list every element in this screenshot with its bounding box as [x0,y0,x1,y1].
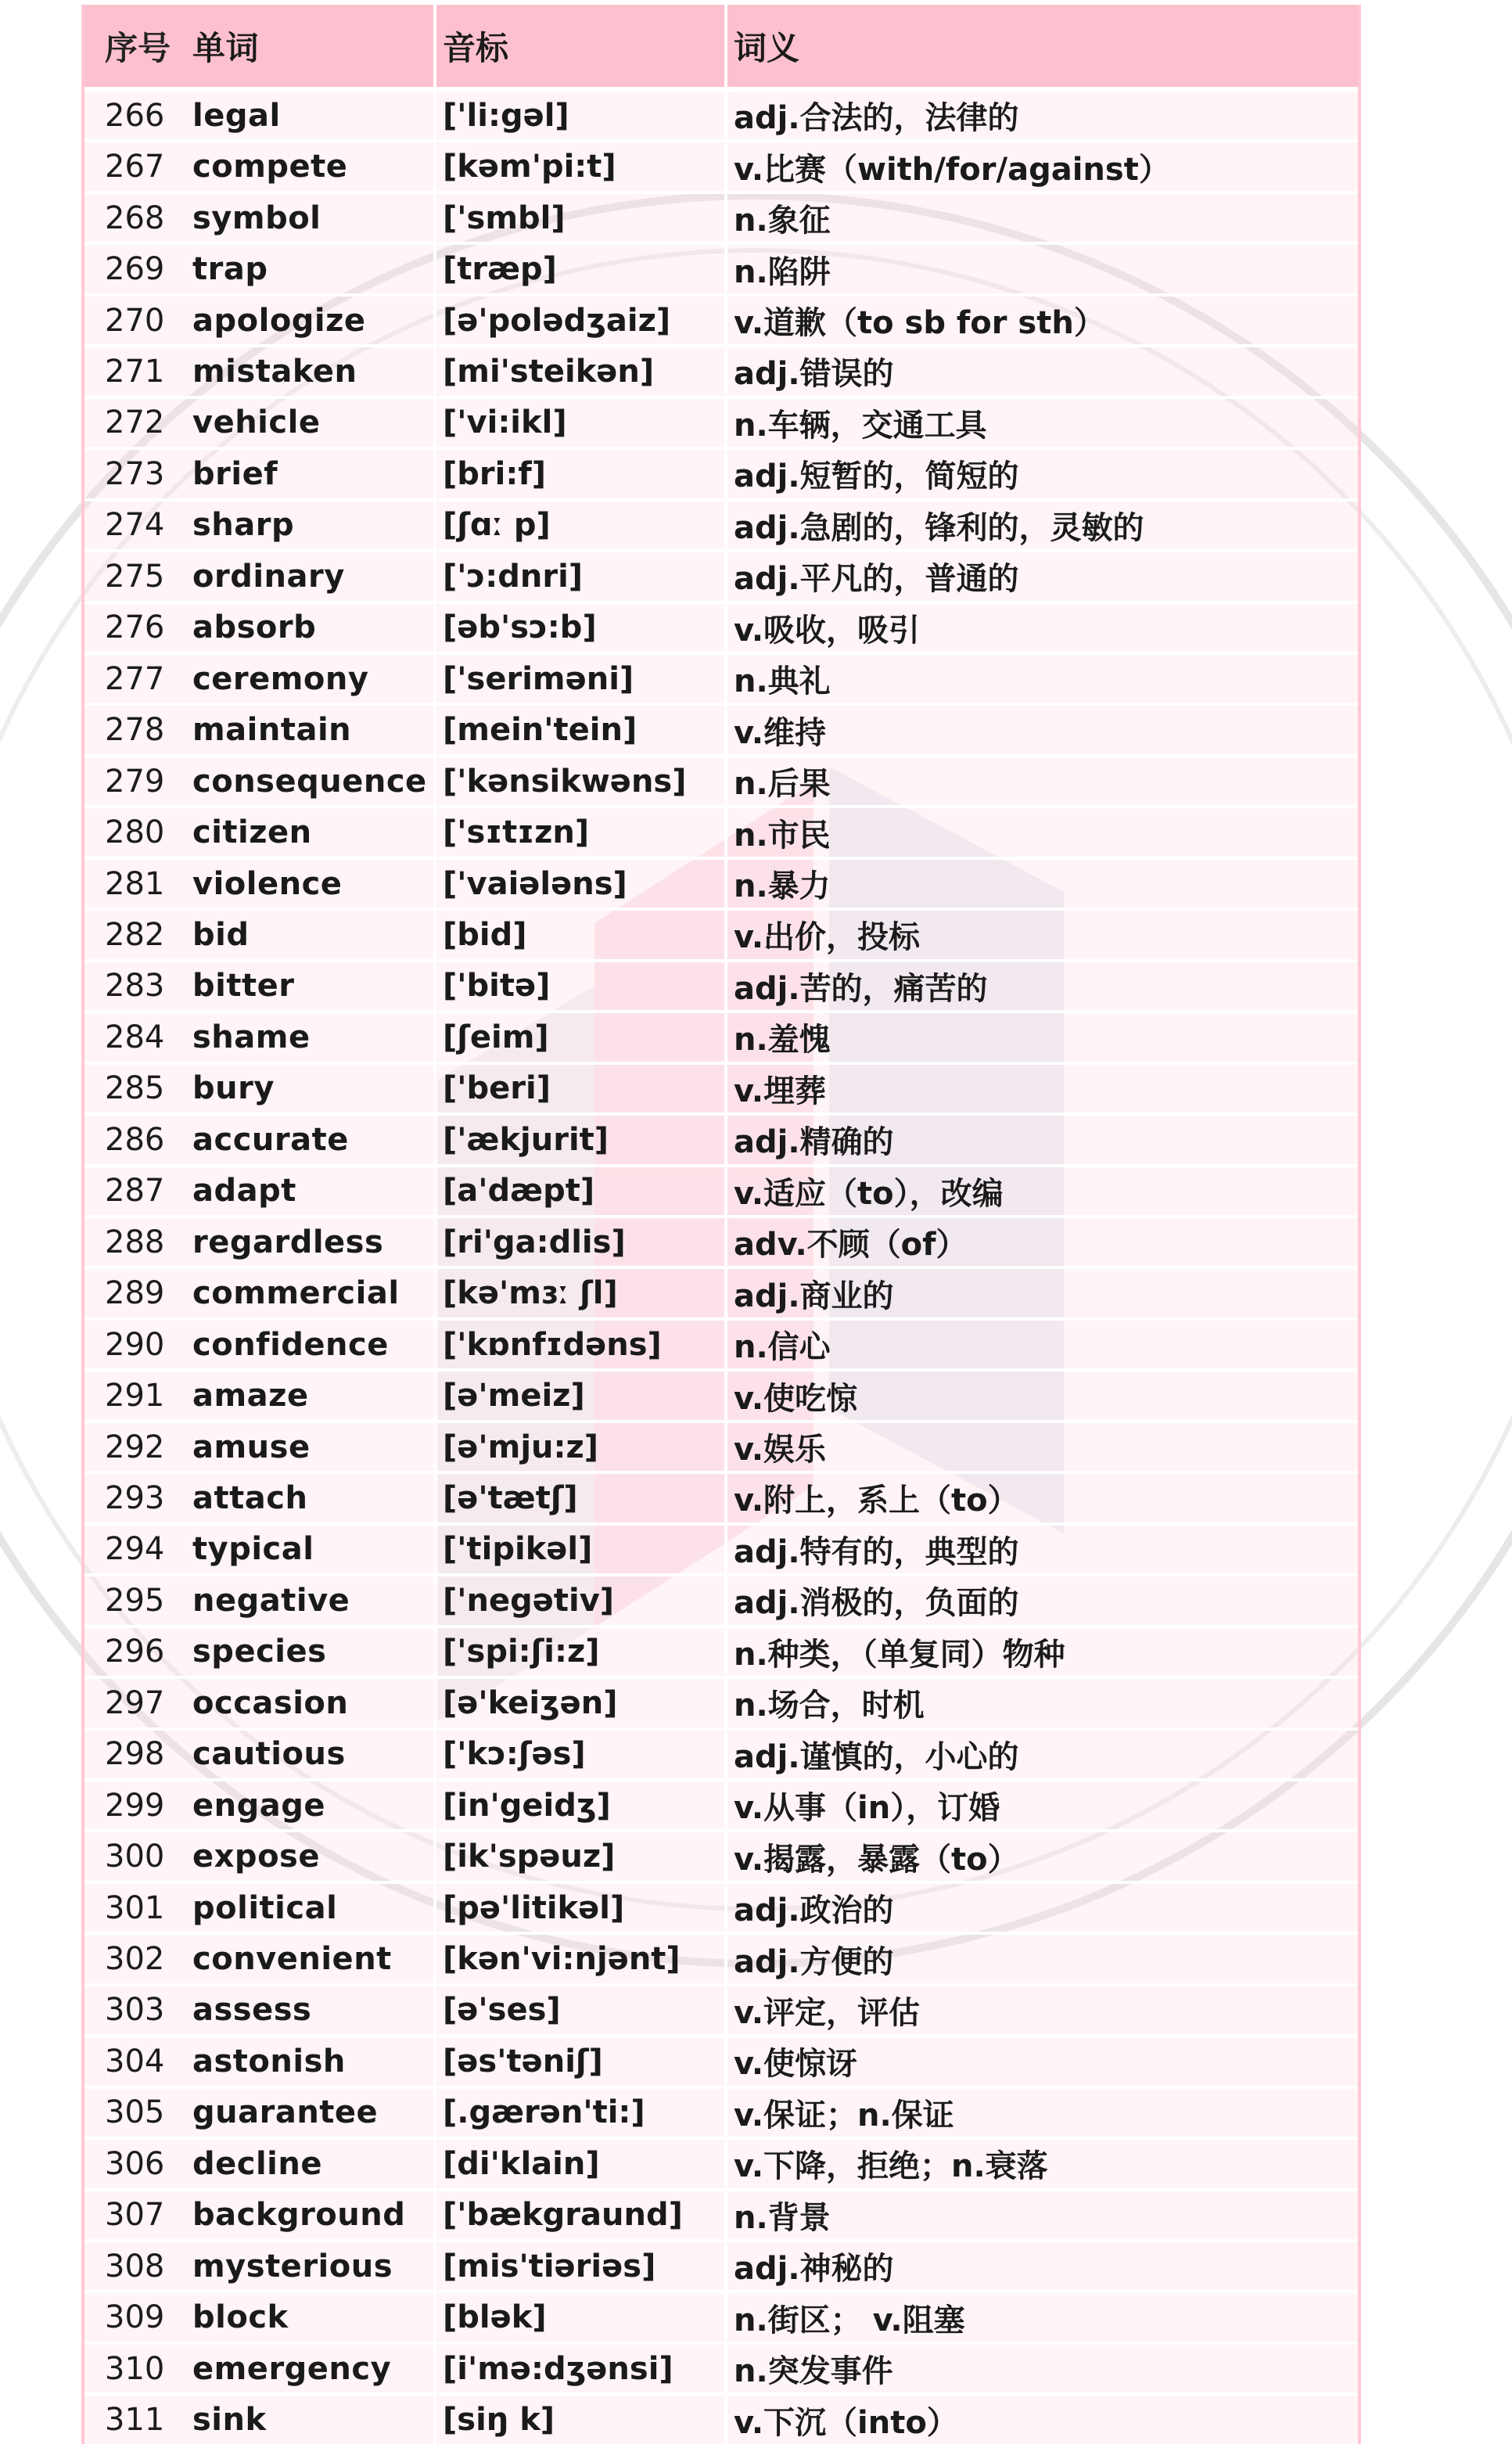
table-row [84,399,1358,450]
row-number: 301 [105,1889,165,1926]
table-row [84,2293,1358,2344]
row-word: assess [192,1992,312,2029]
row-phonetic: ['smbl] [433,194,724,242]
row-phonetic: [mein'tein] [433,706,724,753]
table-row [84,604,1358,655]
row-number: 286 [105,1121,165,1158]
table-row [84,1526,1358,1576]
table-row [84,1731,1358,1781]
row-phonetic: ['vi:ikl] [433,399,724,447]
table-row [84,1065,1358,1116]
table-row [84,2345,1358,2396]
row-word: vehicle [192,404,321,441]
table-row [84,450,1358,501]
header-meaning: 词义 [724,5,1358,87]
table-row [84,1371,1358,1422]
row-meaning: n.信心 [724,1321,1358,1368]
row-phonetic: ['bækgraund] [433,2191,724,2239]
row-meaning: v.评定，评估 [724,1986,1358,2034]
row-number: 284 [105,1019,165,1055]
row-word: attach [192,1479,308,1516]
row-meaning: n.羞愧 [724,1013,1358,1061]
row-number: 271 [105,353,165,390]
row-phonetic: [træp] [433,245,724,293]
row-word: mistaken [192,353,357,390]
table-row [84,962,1358,1013]
row-number: 305 [105,2094,165,2131]
table-row [84,911,1358,962]
row-word: brief [192,455,278,492]
table-row [84,552,1358,603]
row-phonetic: [ə'meiz] [433,1371,724,1419]
table-header [84,5,1358,92]
row-phonetic: [əb'sɔ:b] [433,604,724,652]
table-row [84,808,1358,859]
row-number: 285 [105,1070,165,1107]
row-word: symbol [192,200,321,236]
row-word: bury [192,1070,275,1107]
row-meaning: v.娱乐 [724,1423,1358,1471]
table-row [84,1321,1358,1371]
row-meaning: adv.不顾（of） [724,1218,1358,1266]
row-meaning: v.揭露，暴露（to） [724,1832,1358,1880]
row-word: absorb [192,609,317,646]
row-phonetic: [di'klain] [433,2140,724,2187]
row-number: 288 [105,1224,165,1260]
row-phonetic: [mis'tiəriəs] [433,2242,724,2290]
row-meaning: adj.短暂的，简短的 [724,450,1358,498]
row-number: 299 [105,1787,165,1824]
row-meaning: n.象征 [724,194,1358,242]
row-number: 304 [105,2043,165,2080]
header-phonetic: 音标 [433,5,724,87]
row-phonetic: ['beri] [433,1065,724,1113]
table-row [84,2140,1358,2191]
row-phonetic: ['bitə] [433,962,724,1010]
row-word: violence [192,865,343,902]
row-meaning: v.使吃惊 [724,1371,1358,1419]
row-phonetic: ['ækjurit] [433,1116,724,1163]
row-number: 303 [105,1992,165,2029]
row-meaning: v.使惊讶 [724,2037,1358,2085]
row-phonetic: [ə'polədʒaiz] [433,297,724,344]
row-phonetic: ['kɒnfɪdəns] [433,1321,724,1368]
table-row [84,1628,1358,1679]
table-row [84,860,1358,911]
row-meaning: n.突发事件 [724,2345,1358,2392]
table-row [84,1679,1358,1730]
table-row [84,1576,1358,1627]
row-word: citizen [192,814,312,851]
row-phonetic: [bri:f] [433,450,724,498]
table-row [84,1269,1358,1320]
row-number: 266 [105,97,165,134]
row-meaning: adj.谨慎的，小心的 [724,1731,1358,1778]
row-meaning: n.场合，时机 [724,1679,1358,1727]
row-meaning: n.种类，（单复同）物种 [724,1628,1358,1676]
row-number: 311 [105,2402,165,2439]
row-word: mysterious [192,2248,393,2284]
row-word: ordinary [192,558,345,595]
row-phonetic: ['vaiələns] [433,860,724,908]
row-number: 290 [105,1326,165,1363]
row-meaning: v.比赛（with/for/against） [724,142,1358,190]
row-word: maintain [192,712,352,749]
row-word: typical [192,1531,314,1568]
row-phonetic: [ə'keiʒən] [433,1679,724,1727]
header-word: 单词 [192,28,260,67]
row-phonetic: [əs'təniʃ] [433,2037,724,2085]
header-no: 序号 [105,28,171,67]
row-meaning: adj.方便的 [724,1935,1358,1982]
table-row [84,297,1358,347]
row-phonetic: [kən'vi:njənt] [433,1935,724,1982]
row-phonetic: [a'dæpt] [433,1167,724,1215]
row-word: legal [192,97,281,134]
row-meaning: v.道歉（to sb for sth） [724,297,1358,344]
row-word: occasion [192,1684,349,1721]
row-word: negative [192,1582,350,1619]
row-word: sink [192,2402,267,2439]
row-number: 297 [105,1684,165,1721]
table-row [84,2037,1358,2088]
row-meaning: adj.神秘的 [724,2242,1358,2290]
table-row [84,1167,1358,1218]
row-number: 276 [105,609,165,646]
row-number: 281 [105,865,165,902]
row-meaning: adj.商业的 [724,1269,1358,1317]
row-phonetic: [ʃeim] [433,1013,724,1061]
row-word: compete [192,149,348,185]
vocabulary-table [81,5,1361,2444]
row-number: 268 [105,200,165,236]
row-number: 291 [105,1378,165,1415]
row-phonetic: [i'mə:dʒənsi] [433,2345,724,2392]
table-row [84,757,1358,808]
row-meaning: v.下降，拒绝；n.衰落 [724,2140,1358,2187]
row-phonetic: [blək] [433,2293,724,2341]
row-number: 270 [105,302,165,339]
row-phonetic: [.gærən'ti:] [433,2089,724,2137]
table-row [84,1986,1358,2037]
row-phonetic: [kə'mɜː ʃl] [433,1269,724,1317]
row-meaning: v.从事（in），订婚 [724,1781,1358,1829]
row-number: 294 [105,1531,165,1568]
row-phonetic: ['kɔ:ʃəs] [433,1731,724,1778]
table-row [84,2089,1358,2140]
table-row [84,1884,1358,1935]
row-phonetic: ['seriməni] [433,655,724,703]
row-meaning: v.附上，系上（to） [724,1474,1358,1522]
row-number: 283 [105,968,165,1005]
row-number: 277 [105,660,165,697]
row-phonetic: ['spi:ʃi:z] [433,1628,724,1676]
row-meaning: adj.特有的，典型的 [724,1526,1358,1573]
row-word: accurate [192,1121,349,1158]
row-phonetic: [ə'tætʃ] [433,1474,724,1522]
row-word: amaze [192,1378,309,1415]
row-meaning: adj.精确的 [724,1116,1358,1163]
row-number: 298 [105,1736,165,1773]
row-phonetic: ['sɪtɪzn] [433,808,724,856]
row-phonetic: [mi'steikən] [433,347,724,395]
row-number: 287 [105,1173,165,1210]
row-word: trap [192,251,268,288]
row-meaning: adj.政治的 [724,1884,1358,1932]
row-meaning: adj.错误的 [724,347,1358,395]
table-row [84,1474,1358,1525]
row-meaning: n.市民 [724,808,1358,856]
row-number: 272 [105,404,165,441]
table-row [84,1781,1358,1832]
row-number: 296 [105,1634,165,1670]
row-word: confidence [192,1326,389,1363]
row-meaning: v.适应（to），改编 [724,1167,1358,1215]
row-number: 274 [105,507,165,544]
row-number: 295 [105,1582,165,1619]
row-phonetic: ['tipikəl] [433,1526,724,1573]
table-row [84,1832,1358,1883]
row-word: cautious [192,1736,346,1773]
row-meaning: v.吸收，吸引 [724,604,1358,652]
table-row [84,2242,1358,2293]
table-row [84,706,1358,757]
row-number: 307 [105,2197,165,2234]
table-row [84,347,1358,398]
row-meaning: n.陷阱 [724,245,1358,293]
row-meaning: n.暴力 [724,860,1358,908]
row-phonetic: ['negətiv] [433,1576,724,1624]
table-row [84,245,1358,296]
table-row [84,92,1358,142]
row-meaning: v.埋葬 [724,1065,1358,1113]
row-number: 289 [105,1275,165,1312]
table-row [84,142,1358,193]
row-phonetic: [in'geidʒ] [433,1781,724,1829]
row-number: 282 [105,916,165,953]
row-word: commercial [192,1275,400,1312]
row-number: 302 [105,1941,165,1978]
table-row [84,2191,1358,2242]
row-word: bid [192,916,250,953]
row-number: 269 [105,251,165,288]
row-meaning: v.维持 [724,706,1358,753]
table-row [84,1013,1358,1064]
row-number: 306 [105,2145,165,2182]
row-word: sharp [192,507,295,544]
row-phonetic: [siŋ k] [433,2396,724,2443]
row-phonetic: [ə'ses] [433,1986,724,2034]
row-phonetic: [ik'spəuz] [433,1832,724,1880]
row-number: 292 [105,1429,165,1465]
row-meaning: adj.平凡的，普通的 [724,552,1358,600]
row-meaning: adj.苦的，痛苦的 [724,962,1358,1010]
table-row [84,1116,1358,1166]
row-word: regardless [192,1224,384,1260]
row-phonetic: [ə'mju:z] [433,1423,724,1471]
row-phonetic: [kəm'pi:t] [433,142,724,190]
table-row [84,1218,1358,1269]
row-word: emergency [192,2350,392,2387]
row-number: 300 [105,1839,165,1875]
row-word: block [192,2299,289,2336]
row-word: species [192,1634,327,1670]
row-meaning: v.保证；n.保证 [724,2089,1358,2137]
table-row [84,655,1358,706]
row-word: adapt [192,1173,296,1210]
row-word: consequence [192,763,427,800]
row-word: bitter [192,968,295,1005]
row-number: 309 [105,2299,165,2336]
row-number: 273 [105,455,165,492]
row-meaning: n.后果 [724,757,1358,805]
row-number: 278 [105,712,165,749]
row-word: decline [192,2145,322,2182]
row-word: ceremony [192,660,369,697]
row-number: 279 [105,763,165,800]
table-row [84,501,1358,552]
row-word: background [192,2197,406,2234]
row-phonetic: ['kənsikwəns] [433,757,724,805]
row-number: 310 [105,2350,165,2387]
row-phonetic: [bid] [433,911,724,958]
row-word: shame [192,1019,311,1055]
row-phonetic: ['li:gəl] [433,92,724,139]
row-number: 267 [105,149,165,185]
row-word: engage [192,1787,325,1824]
row-number: 308 [105,2248,165,2284]
row-word: astonish [192,2043,346,2080]
row-meaning: n.典礼 [724,655,1358,703]
table-row [84,1423,1358,1474]
row-phonetic: [pə'litikəl] [433,1884,724,1932]
row-word: expose [192,1839,320,1875]
row-meaning: adj.合法的，法律的 [724,92,1358,139]
row-word: amuse [192,1429,311,1465]
table-row [84,194,1358,245]
row-meaning: n.背景 [724,2191,1358,2239]
row-meaning: v.出价，投标 [724,911,1358,958]
row-number: 293 [105,1479,165,1516]
table-row [84,1935,1358,1986]
table-row [84,2396,1358,2443]
row-phonetic: [ʃɑː p] [433,501,724,549]
row-number: 280 [105,814,165,851]
row-meaning: n.车辆，交通工具 [724,399,1358,447]
row-phonetic: [ri'ga:dlis] [433,1218,724,1266]
row-word: apologize [192,302,366,339]
row-meaning: adj.消极的，负面的 [724,1576,1358,1624]
row-meaning: v.下沉（into） [724,2396,1358,2443]
row-meaning: adj.急剧的，锋利的，灵敏的 [724,501,1358,549]
row-phonetic: ['ɔ:dnri] [433,552,724,600]
row-word: convenient [192,1941,392,1978]
table-body [84,92,1358,2444]
row-word: political [192,1889,338,1926]
row-word: guarantee [192,2094,379,2131]
row-number: 275 [105,558,165,595]
row-meaning: n.街区； v.阻塞 [724,2293,1358,2341]
